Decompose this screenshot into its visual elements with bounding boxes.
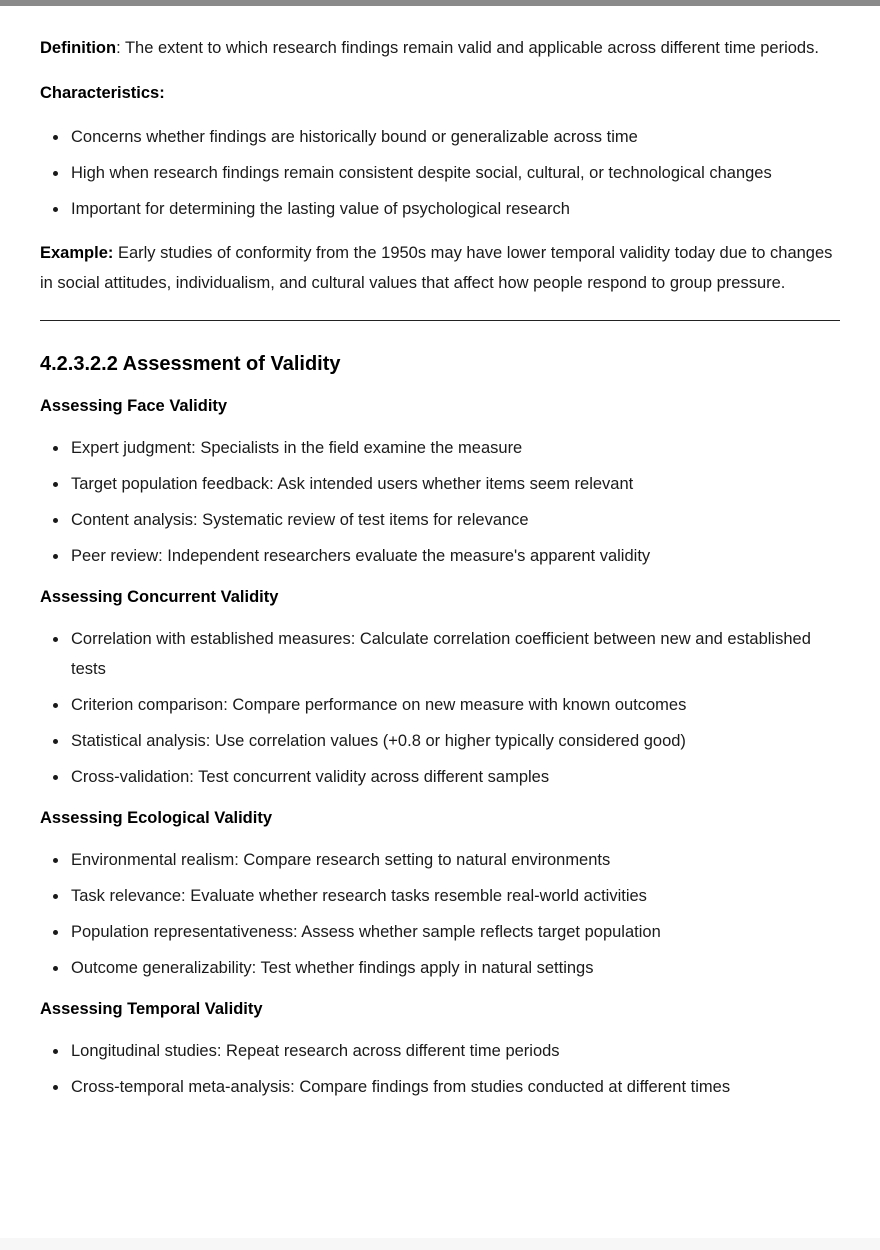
temporal-validity-list: [40, 1036, 840, 1102]
example-label: Example:: [40, 244, 114, 262]
list-item: Important for determining the lasting value of psychological research: [40, 194, 840, 224]
document-content: [40, 34, 840, 1117]
definition-paragraph: [40, 34, 840, 64]
list-item: Concerns whether findings are historically bound or generalizable across time: [40, 122, 840, 152]
characteristics-list: [40, 122, 840, 224]
list-item: Content analysis: Systematic review of test items for relevance: [40, 505, 840, 535]
list-item: Peer review: Independent researchers evaluate the measure's apparent validity: [40, 541, 840, 571]
list-item: Cross-validation: Test concurrent validity across different samples: [40, 762, 840, 792]
bottom-edge: [0, 1238, 880, 1250]
list-item: High when research findings remain consistent despite social, cultural, or technological changes: [40, 158, 840, 188]
face-validity-list: [40, 433, 840, 571]
definition-label: Definition: [40, 39, 117, 57]
list-item: Criterion comparison: Compare performance on new measure with known outcomes: [40, 690, 840, 720]
subsection-heading-ecological: Assessing Ecological Validity: [40, 809, 273, 827]
characteristics-label: Characteristics:: [40, 83, 165, 102]
subsection-heading-concurrent: Assessing Concurrent Validity: [40, 588, 279, 606]
list-item: Cross-temporal meta-analysis: Compare findings from studies conducted at different times: [40, 1072, 840, 1102]
subsection-heading-face: Assessing Face Validity: [40, 397, 228, 415]
list-item: Task relevance: Evaluate whether research tasks resemble real-world activities: [40, 881, 840, 911]
list-item: Correlation with established measures: Calculate correlation coefficient between new and established tests: [40, 624, 840, 684]
list-item: Expert judgment: Specialists in the field examine the measure: [40, 433, 840, 463]
list-item: Environmental realism: Compare research setting to natural environments: [40, 845, 840, 875]
example-text: Early studies of conformity from the 1950s may have lower temporal validity today due to changes in social attitudes, individualism, and cultural values that affect how people respond to group pressure.: [40, 244, 833, 292]
definition-text: : The extent to which research findings remain valid and applicable across different time periods.: [116, 39, 819, 57]
list-item: Outcome generalizability: Test whether findings apply in natural settings: [40, 953, 840, 983]
list-item: Target population feedback: Ask intended users whether items seem relevant: [40, 469, 840, 499]
ecological-validity-list: [40, 845, 840, 983]
section-divider: [40, 320, 840, 321]
list-item: Longitudinal studies: Repeat research across different time periods: [40, 1036, 840, 1066]
subsection-heading-temporal: Assessing Temporal Validity: [40, 1000, 263, 1018]
top-bar: [0, 0, 880, 6]
example-paragraph: [40, 239, 840, 298]
section-heading: 4.2.3.2.2 Assessment of Validity: [40, 353, 341, 375]
concurrent-validity-list: [40, 624, 840, 792]
list-item: Population representativeness: Assess whether sample reflects target population: [40, 917, 840, 947]
list-item: Statistical analysis: Use correlation values (+0.8 or higher typically considered good): [40, 726, 840, 756]
